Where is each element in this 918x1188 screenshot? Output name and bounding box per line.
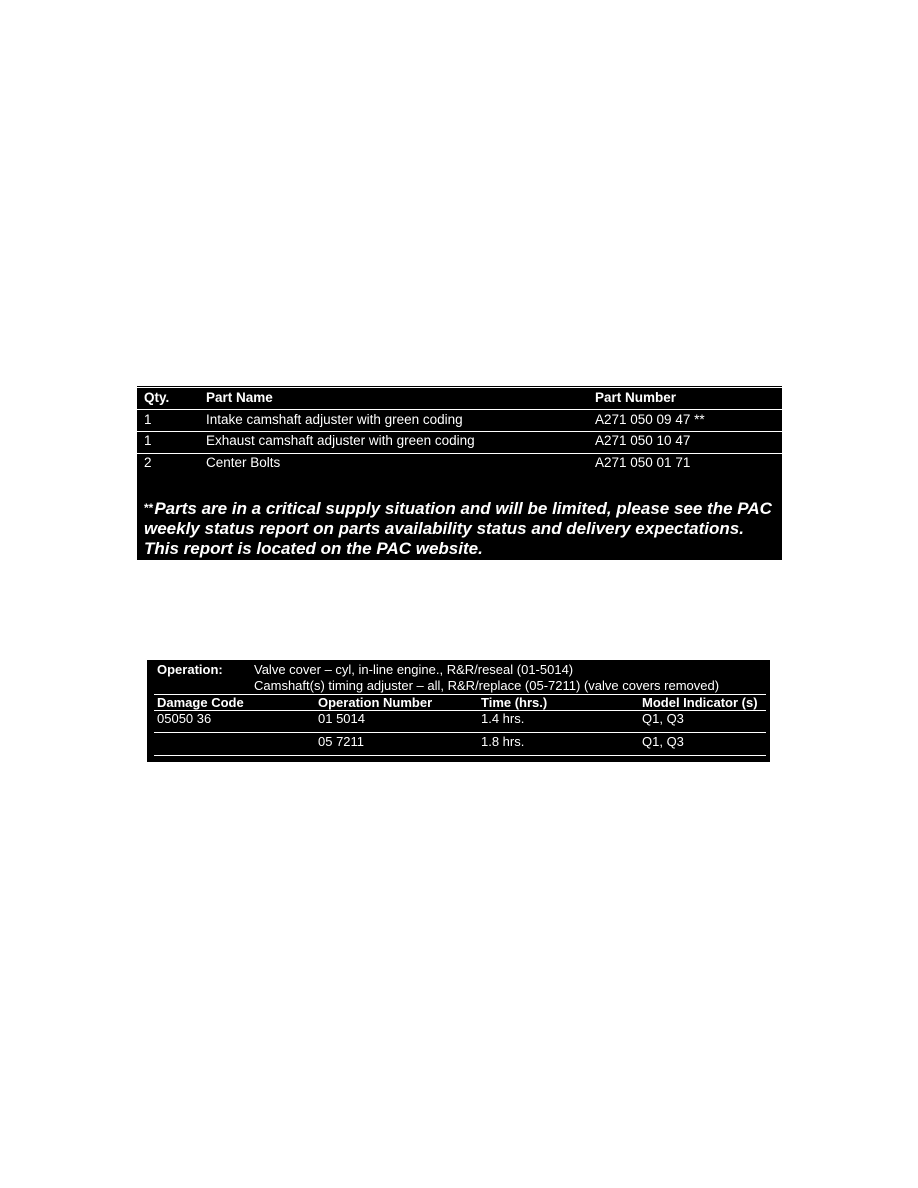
table-rule (154, 755, 766, 756)
damage-code-cell: 05050 36 (157, 711, 212, 726)
supply-note (144, 498, 774, 559)
part-number-cell: A271 050 01 71 (595, 455, 691, 470)
operation-description-line: Valve cover – cyl, in-line engine., R&R/reseal (01-5014) (254, 662, 574, 677)
part-number-cell: A271 050 10 47 (595, 433, 691, 448)
model-indicator-cell: Q1, Q3 (642, 711, 684, 726)
part-name-cell: Exhaust camshaft adjuster with green coding (206, 433, 475, 448)
part-name-cell: Intake camshaft adjuster with green coding (206, 412, 463, 427)
time-cell: 1.4 hrs. (481, 711, 525, 726)
part-name-header: Part Name (206, 390, 273, 405)
operation-number-cell: 01 5014 (318, 711, 365, 726)
parts-table (137, 386, 782, 560)
model-indicator-header: Model Indicator (s) (642, 695, 758, 710)
operation-number-cell: 05 7211 (318, 734, 365, 749)
model-indicator-cell: Q1, Q3 (642, 734, 684, 749)
time-header: Time (hrs.) (481, 695, 548, 710)
operation-label: Operation: (157, 662, 223, 677)
table-rule (154, 732, 766, 733)
qty-header: Qty. (144, 390, 170, 405)
qty-cell: 1 (144, 433, 152, 448)
damage-code-header: Damage Code (157, 695, 244, 710)
qty-cell: 2 (144, 455, 152, 470)
note-marker: ** (144, 501, 154, 515)
table-rule (137, 409, 782, 410)
labor-operation-table (147, 660, 770, 762)
table-rule (137, 387, 782, 388)
table-rule (137, 453, 782, 454)
part-number-header: Part Number (595, 390, 677, 405)
part-number-cell: A271 050 09 47 ** (595, 412, 705, 427)
table-rule (137, 431, 782, 432)
part-name-cell: Center Bolts (206, 455, 281, 470)
operation-description-line: Camshaft(s) timing adjuster – all, R&R/replace (05-7211) (valve covers removed) (254, 678, 720, 693)
time-cell: 1.8 hrs. (481, 734, 525, 749)
operation-number-header: Operation Number (318, 695, 433, 710)
note-text: Parts are in a critical supply situation and will be limited, please see the PAC weekly status report on parts availability status and delivery expectations. This report is located on the PAC website. (144, 499, 772, 558)
qty-cell: 1 (144, 412, 152, 427)
